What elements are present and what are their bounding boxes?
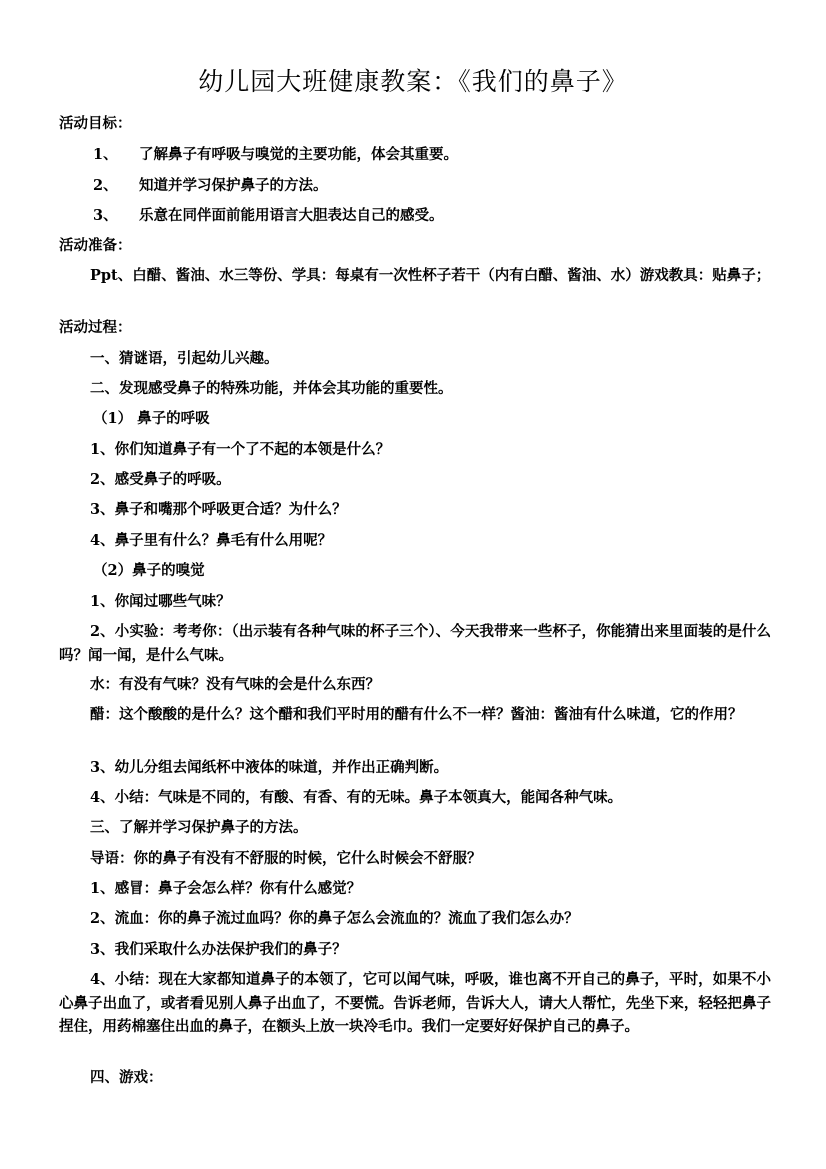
step-line: 2、感受鼻子的呼吸。	[90, 471, 231, 488]
prep-paragraph: Ppt、白醋、酱油、水三等份、学具：每桌有一次性杯子若干（内有白醋、酱油、水）游戏教具：贴鼻子；	[90, 267, 771, 284]
goal-text: 了解鼻子有呼吸与嗅觉的主要功能，体会其重要。	[139, 146, 458, 163]
step-line: 水：有没有气味？没有气味的会是什么东西？	[90, 676, 380, 693]
step-line: 四、游戏：	[90, 1069, 163, 1086]
page-title: 幼儿园大班健康教案：《我们的鼻子》	[198, 67, 628, 96]
section-subheading: （2）鼻子的嗅觉	[93, 562, 205, 579]
goal-number: 1、	[93, 146, 118, 163]
step-line: 3、幼儿分组去闻纸杯中液体的味道，并作出正确判断。	[90, 759, 449, 776]
step-line: 4、小结：气味是不同的，有酸、有香、有的无味。鼻子本领真大，能闻各种气味。	[90, 789, 623, 806]
goal-text: 乐意在同伴面前能用语言大胆表达自己的感受。	[139, 207, 444, 224]
step-line: 2、流血：你的鼻子流过血吗？你的鼻子怎么会流血的？流血了我们怎么办？	[90, 910, 579, 927]
step-line: 4、鼻子里有什么？鼻毛有什么用呢？	[90, 532, 333, 549]
step-line: 3、鼻子和嘴那个呼吸更合适？为什么？	[90, 501, 347, 518]
step-line: 三、了解并学习保护鼻子的方法。	[90, 819, 308, 836]
prep-heading: 活动准备：	[59, 237, 132, 254]
section-subheading: （1） 鼻子的呼吸	[93, 410, 210, 427]
goal-item	[93, 176, 328, 196]
process-heading: 活动过程：	[59, 319, 132, 336]
goal-number: 2、	[93, 177, 118, 194]
goal-item	[93, 206, 444, 226]
step-line: 1、感冒：鼻子会怎么样？你有什么感觉？	[90, 880, 362, 897]
goals-heading: 活动目标：	[59, 115, 132, 132]
step-line: 二、发现感受鼻子的特殊功能，并体会其功能的重要性。	[90, 380, 453, 397]
goal-number: 3、	[93, 207, 118, 224]
goal-item	[93, 145, 458, 165]
step-line: 一、猜谜语，引起幼儿兴趣。	[90, 350, 279, 367]
summary-paragraph: 4、小结：现在大家都知道鼻子的本领了，它可以闻气味，呼吸，谁也离不开自己的鼻子，平时，如果不小心鼻子出血了，或者看见别人鼻子出血了，不要慌。告诉老师，告诉大人，请大人帮忙，先坐下来，轻轻把鼻子捏住，用药棉塞住出血的鼻子，在额头上放一块冷毛巾。我们一定要好好保护自己的鼻子。	[59, 971, 771, 1035]
step-line: 1、你们知道鼻子有一个了不起的本领是什么？	[90, 441, 391, 458]
goal-text: 知道并学习保护鼻子的方法。	[139, 177, 328, 194]
step-line: 3、我们采取什么办法保护我们的鼻子？	[90, 941, 347, 958]
step-paragraph: 醋：这个酸酸的是什么？这个醋和我们平时用的醋有什么不一样？酱油：酱油有什么味道，它的作用？	[90, 706, 743, 723]
step-paragraph: 2、小实验：考考你：（出示装有各种气味的杯子三个）、今天我带来一些杯子，你能猜出来里面装的是什么吗？闻一闻，是什么气味。	[59, 623, 771, 664]
step-line: 导语：你的鼻子有没有不舒服的时候，它什么时候会不舒服？	[90, 850, 482, 867]
step-line: 1、你闻过哪些气味？	[90, 593, 231, 610]
